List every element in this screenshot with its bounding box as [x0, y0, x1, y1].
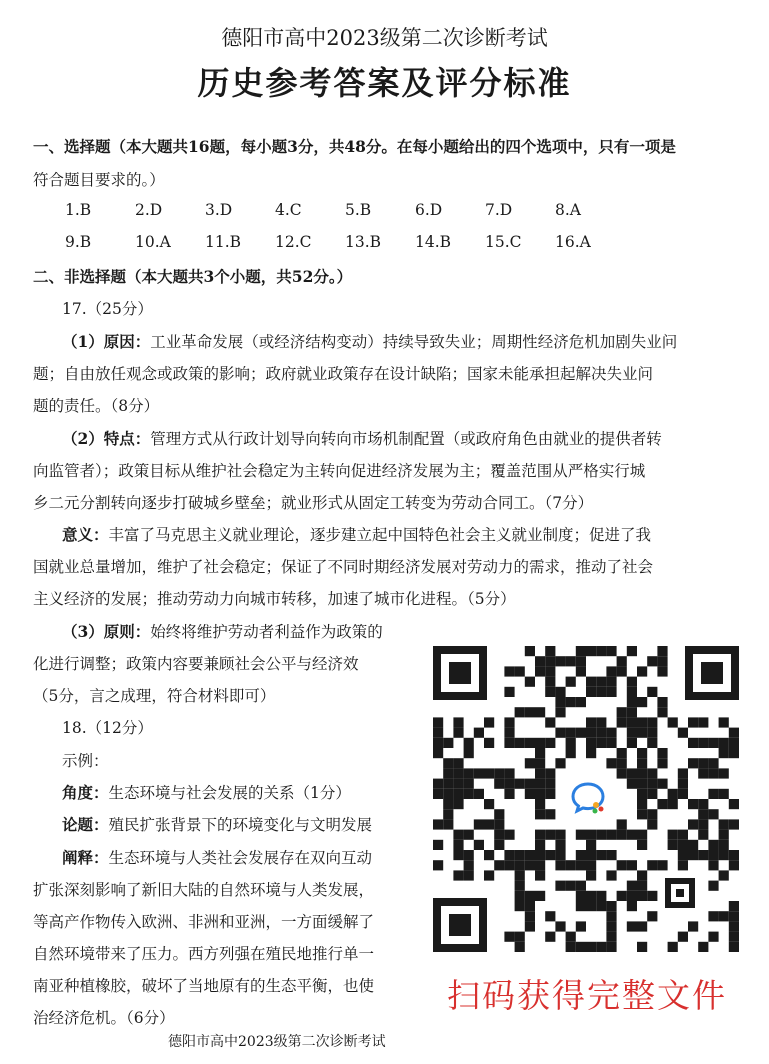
answer-item: 16.A — [555, 233, 591, 251]
answer-item: 2.D — [135, 201, 163, 219]
q18-angle-text: 生态环境与社会发展的关系（1分） — [108, 784, 351, 802]
section2-heading: 二、非选择题（本大题共3个小题，共52分。） — [33, 267, 353, 286]
section1-intro-line1 — [33, 135, 676, 157]
answer-item: 11.B — [205, 233, 242, 251]
q17-part1-line1 — [62, 330, 677, 352]
q17-part3-line1 — [62, 620, 383, 642]
answer-item: 14.B — [415, 233, 452, 251]
page-title: 历史参考答案及评分标准 — [197, 64, 572, 102]
q17-significance-line2: 国就业总量增加，维护了社会稳定；保证了不同时期经济发展对劳动力的需求，推动了社会 — [33, 558, 654, 576]
q17-part1-label: （1）原因： — [62, 332, 151, 351]
answer-item: 6.D — [415, 201, 443, 219]
q17-part2-text: 管理方式从行政计划导向转向市场机制配置（或政府角色由就业的提供者转 — [150, 430, 662, 448]
answer-item: 13.B — [345, 233, 382, 251]
q18-explanation-text: 生态环境与人类社会发展存在双向互动 — [108, 849, 373, 867]
exam-subtitle: 德阳市高中2023级第二次诊断考试 — [221, 26, 548, 50]
q17-significance-line3: 主义经济的发展；推动劳动力向城市转移，加速了城市化进程。（5分） — [33, 590, 516, 608]
section1-intro: 一、选择题（本大题共16题，每小题3分，共48分。在每小题给出的四个选项中，只有一项是 — [33, 137, 676, 156]
answer-item: 3.D — [205, 201, 233, 219]
q18-explanation-line6: 治经济危机。（6分） — [33, 1009, 175, 1027]
q18-angle — [62, 781, 351, 803]
section1-intro-line2: 符合题目要求的。） — [33, 171, 165, 189]
answer-item: 5.B — [345, 201, 372, 219]
q18-explanation-line3: 等高产作物传入欧洲、非洲和亚洲，一方面缓解了 — [33, 913, 375, 931]
q18-thesis — [62, 813, 372, 835]
q17-part1-line3: 题的责任。（8分） — [33, 397, 160, 415]
q18-thesis-label: 论题： — [62, 815, 109, 834]
answer-item: 8.A — [555, 201, 581, 219]
q17-part2-line1 — [62, 427, 662, 449]
answer-item: 4.C — [275, 201, 302, 219]
q18-angle-label: 角度： — [62, 783, 109, 802]
answer-item: 1.B — [65, 201, 92, 219]
q18-explanation-label: 阐释： — [62, 848, 109, 867]
q17-part3-text: 始终将维护劳动者利益作为政策的 — [150, 623, 383, 641]
answer-item: 9.B — [65, 233, 92, 251]
qr-panel — [405, 628, 769, 1064]
q17-part2-line3: 乡二元分割转向逐步打破城乡壁垒；就业形式从固定工转变为劳动合同工。（7分） — [33, 494, 594, 512]
q18-explanation-line1 — [62, 846, 372, 868]
q18-explanation-line5: 南亚种植橡胶，破坏了当地原有的生态平衡，也使 — [33, 977, 375, 995]
q17-part2-label: （2）特点： — [62, 429, 151, 448]
q18-example: 示例： — [62, 752, 109, 770]
q17-part1-line2: 题；自由放任观念或政策的影响；政府就业政策存在设计缺陷；国家未能承担起解决失业问 — [33, 365, 654, 383]
q17-part3-line3: （5分，言之成理，符合材料即可） — [33, 687, 276, 705]
q17-significance-text: 丰富了马克思主义就业理论，逐步建立起中国特色社会主义就业制度；促进了我 — [108, 526, 652, 544]
answer-item: 10.A — [135, 233, 171, 251]
q17-significance-line1 — [62, 523, 651, 545]
q17-heading: 17.（25分） — [62, 300, 153, 318]
q17-part2-line2: 向监管者）；政策目标从维护社会稳定为主转向促进经济发展为主；覆盖范围从严格实行城 — [33, 462, 646, 480]
qr-code[interactable] — [433, 646, 739, 952]
answer-item: 12.C — [275, 233, 312, 251]
q18-thesis-text: 殖民扩张背景下的环境变化与文明发展 — [108, 816, 373, 834]
q18-explanation-line4: 自然环境带来了压力。西方列强在殖民地推行单一 — [33, 945, 375, 963]
q17-part3-label: （3）原则： — [62, 622, 151, 641]
q18-heading: 18.（12分） — [62, 719, 153, 737]
qr-caption: 扫码获得完整文件 — [447, 976, 727, 1015]
answer-item: 7.D — [485, 201, 513, 219]
q17-part1-text: 工业革命发展（或经济结构变动）持续导致失业；周期性经济危机加剧失业问 — [150, 333, 678, 351]
chat-bubble-icon — [568, 778, 608, 818]
q18-explanation-line2: 扩张深刻影响了新旧大陆的自然环境与人类发展， — [33, 881, 375, 899]
q17-part3-line2: 化进行调整；政策内容要兼顾社会公平与经济效 — [33, 655, 359, 673]
answer-item: 15.C — [485, 233, 522, 251]
q17-significance-label: 意义： — [62, 525, 109, 544]
page-footer: 德阳市高中2023级第二次诊断考试 — [168, 1034, 386, 1050]
